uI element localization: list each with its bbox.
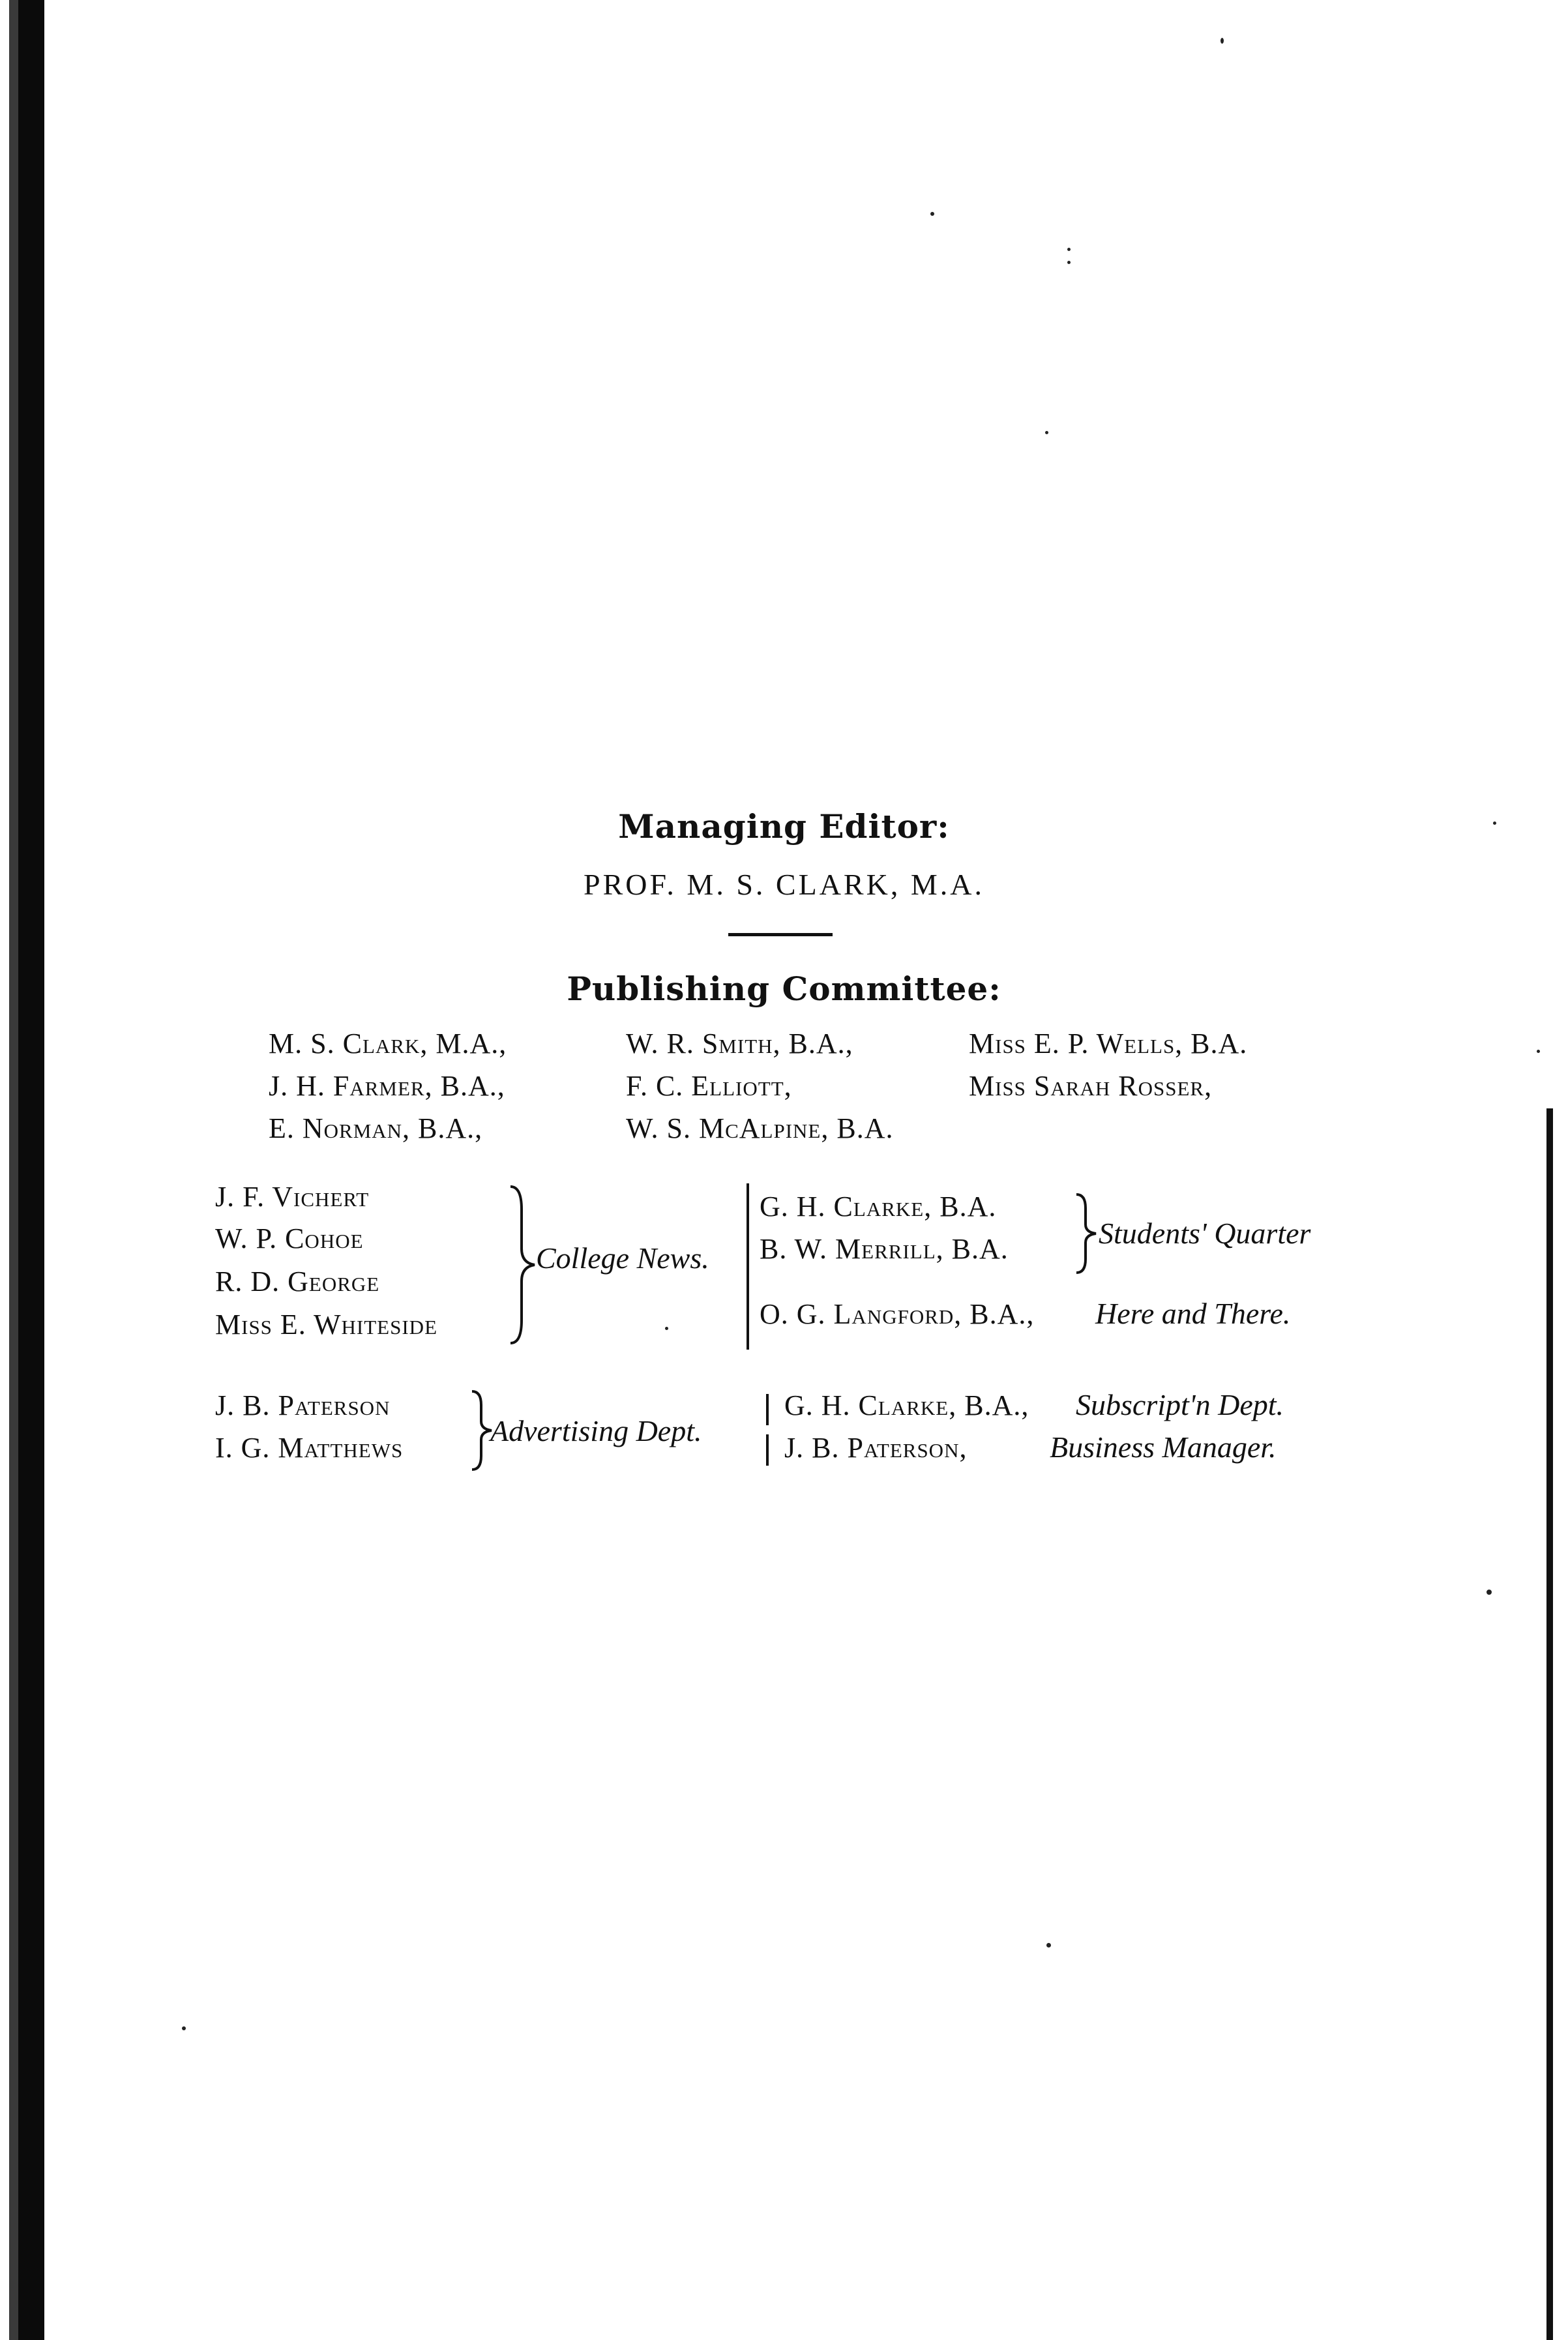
speck <box>1046 1943 1051 1948</box>
right-edge-shadow <box>1546 1108 1553 2340</box>
speck <box>1067 248 1071 251</box>
page-spine <box>18 0 44 2340</box>
students-quarter-member: G. H. Clarke, B.A. <box>760 1191 997 1222</box>
advertising-member: I. G. Matthews <box>215 1432 404 1464</box>
college-news-member: J. F. Vichert <box>215 1181 370 1213</box>
advertising-label: Advertising Dept. <box>490 1414 702 1447</box>
row-marker <box>766 1394 769 1425</box>
advertising-member: J. B. Paterson <box>215 1389 391 1421</box>
speck <box>1220 38 1224 44</box>
students-quarter-label: Students' Quarter <box>1099 1217 1311 1250</box>
speck <box>930 212 934 216</box>
row-marker <box>766 1434 769 1466</box>
business-label: Business Manager. <box>1050 1430 1277 1464</box>
students-quarter-member: B. W. Merrill, B.A. <box>760 1233 1009 1265</box>
here-and-there-member: O. G. Langford, B.A., <box>760 1298 1035 1330</box>
managing-editor-name: PROF. M. S. CLARK, M.A. <box>584 868 984 901</box>
speck <box>1045 431 1048 434</box>
speck <box>1067 261 1071 264</box>
committee-member: M. S. Clark, M.A., <box>269 1028 507 1059</box>
committee-member: W. R. Smith, B.A., <box>626 1028 853 1059</box>
speck <box>1537 1050 1540 1053</box>
college-news-label: College News. <box>536 1241 709 1275</box>
page-spine-shadow <box>9 0 18 2340</box>
managing-editor-heading: Managing Editor: <box>618 807 950 846</box>
speck <box>665 1327 668 1330</box>
column-divider <box>747 1183 749 1350</box>
committee-member: F. C. Elliott, <box>626 1070 792 1102</box>
committee-member: Miss E. P. Wells, B.A. <box>969 1028 1248 1059</box>
college-news-member: R. D. George <box>215 1266 380 1297</box>
business-member: J. B. Paterson, <box>784 1432 968 1464</box>
speck <box>182 2026 186 2030</box>
committee-member: W. S. McAlpine, B.A. <box>626 1112 894 1144</box>
subscription-label: Subscript'n Dept. <box>1076 1388 1284 1421</box>
here-and-there-label: Here and There. <box>1095 1297 1291 1330</box>
committee-member: E. Norman, B.A., <box>269 1112 483 1144</box>
subscription-member: G. H. Clarke, B.A., <box>784 1389 1029 1421</box>
committee-member: J. H. Farmer, B.A., <box>269 1070 505 1102</box>
speck <box>1487 1590 1492 1595</box>
college-news-member: Miss E. Whiteside <box>215 1309 438 1340</box>
section-divider <box>728 933 833 936</box>
college-news-member: W. P. Cohoe <box>215 1222 364 1254</box>
committee-member: Miss Sarah Rosser, <box>969 1070 1213 1102</box>
publishing-committee-heading: Publishing Committee: <box>567 970 1001 1008</box>
